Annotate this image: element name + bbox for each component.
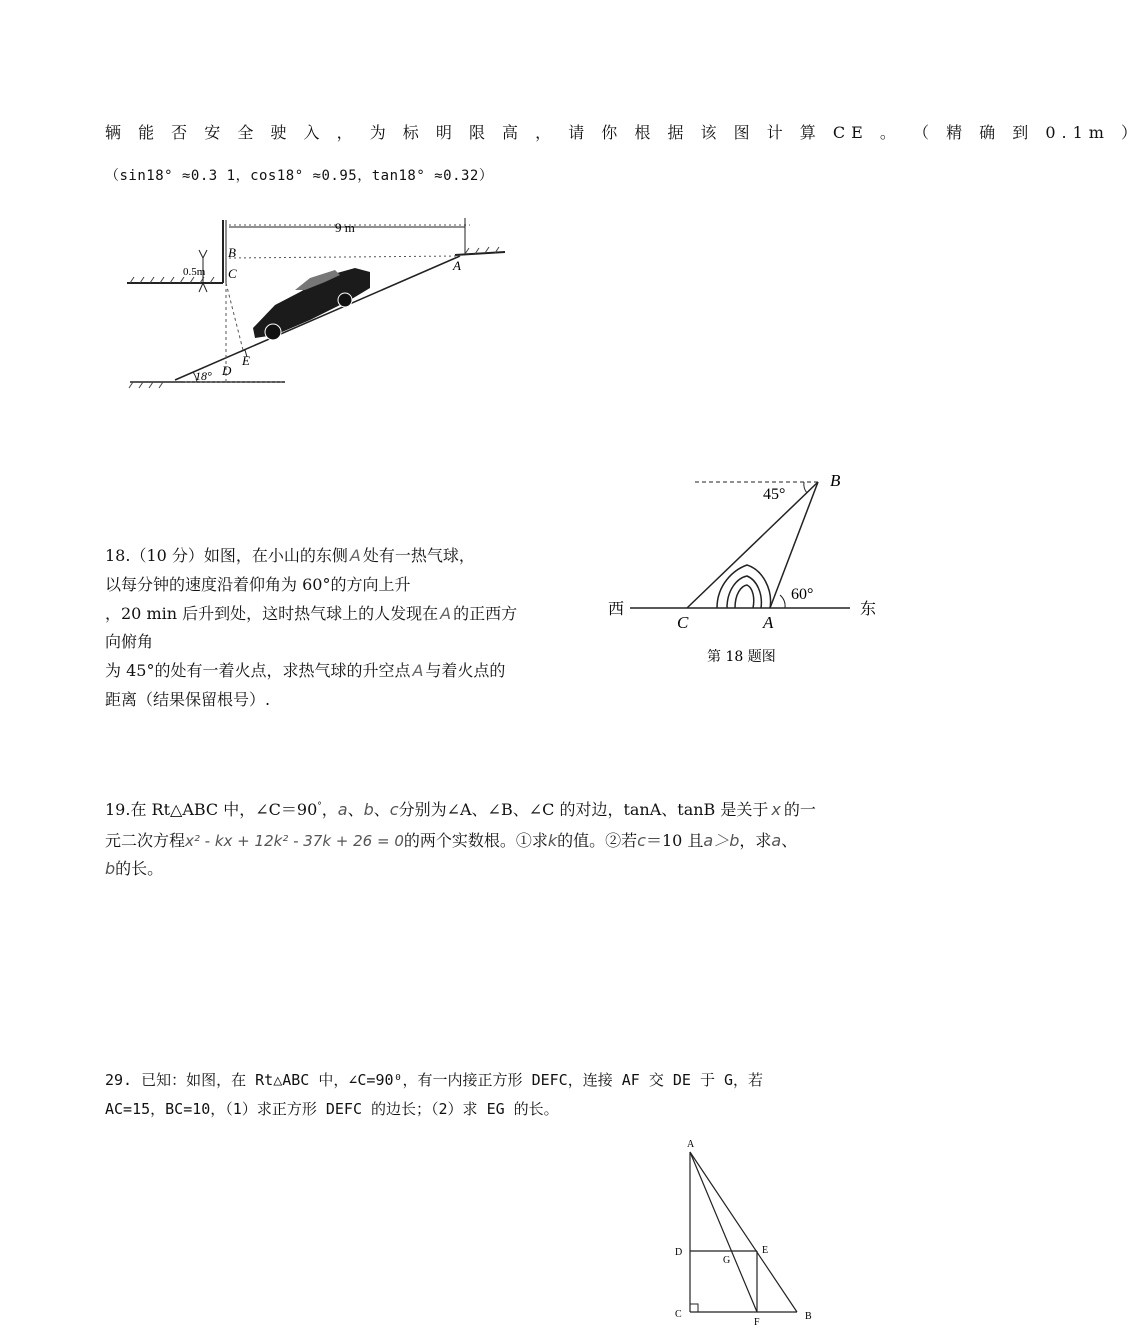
q19-line2f: 、 bbox=[781, 831, 798, 850]
q17-point-c: C bbox=[228, 266, 237, 281]
q17-point-b: B bbox=[228, 245, 236, 260]
q19-part1: 19.在 Rt△ABC 中，∠C＝90 bbox=[105, 800, 318, 819]
q18-east: 东 bbox=[860, 599, 877, 618]
q19-line2d: ＝10 且 bbox=[645, 831, 704, 850]
q17-point-a: A bbox=[453, 258, 461, 273]
q19-x: x bbox=[771, 800, 781, 819]
q29-point-a: A bbox=[687, 1139, 695, 1150]
q18-line3 bbox=[105, 601, 517, 624]
q18-caption: 第 18 题图 bbox=[707, 649, 776, 665]
q18-line5a: 为 45°的处有一着火点，求热气球的升空点 bbox=[105, 661, 411, 680]
q19-sep3: 、 bbox=[373, 800, 390, 819]
q29-figure bbox=[670, 1135, 820, 1335]
q19-equation: x² - kx + 12k² - 37k + 26 = 0 bbox=[185, 832, 404, 850]
q18-angle-45: 45° bbox=[763, 486, 786, 503]
q19-k: k bbox=[547, 831, 558, 850]
car-icon bbox=[253, 268, 370, 340]
q17-figure bbox=[125, 210, 525, 395]
q19-ineq: a＞b bbox=[703, 831, 740, 850]
q29-point-c: C bbox=[675, 1309, 682, 1320]
q17-angle-label: 18° bbox=[195, 369, 212, 383]
q18-line1 bbox=[105, 543, 475, 566]
q18-line6: 距离（结果保留根号）. bbox=[105, 690, 271, 709]
q19-line2e: ，求 bbox=[739, 831, 772, 850]
q19-sep2: 、 bbox=[347, 800, 364, 819]
q18-var-a-3: A bbox=[412, 661, 424, 680]
q19-line2 bbox=[105, 828, 797, 851]
q19-line2a: 元二次方程 bbox=[105, 831, 186, 850]
q17-point-e: E bbox=[242, 353, 250, 368]
q19-line3-text: 的长。 bbox=[115, 859, 164, 878]
q18-line2: 以每分钟的速度沿着仰角为 60°的方向上升 bbox=[105, 575, 411, 594]
q18-var-a: A bbox=[349, 546, 361, 565]
q19-a: a bbox=[337, 800, 348, 819]
q18-line3a: ，20 min 后升到处，这时热气球上的人发现在 bbox=[105, 604, 439, 623]
q18-line5 bbox=[105, 658, 505, 681]
q17-line2: （sin18° ≈0.3 1，cos18° ≈0.95，tan18° ≈0.32） bbox=[105, 168, 494, 184]
q17-point-d: D bbox=[222, 363, 232, 378]
q18-figure bbox=[605, 470, 895, 670]
q29-point-b: B bbox=[805, 1311, 812, 1322]
q29-point-e: E bbox=[762, 1245, 769, 1256]
q19-part3: 的一 bbox=[783, 800, 816, 819]
q18-line5b: 与着火点的 bbox=[425, 661, 506, 680]
q18-angle-60: 60° bbox=[791, 586, 814, 603]
q19-part2: 分别为∠A、∠B、∠C 的对边，tanA、tanB 是关于 bbox=[398, 800, 769, 819]
q19-line2c: 的值。②若 bbox=[557, 831, 638, 850]
q19-deg: ° bbox=[317, 801, 322, 812]
q17-dist-label: 9 m bbox=[335, 220, 355, 235]
q17-line1: 辆 能 否 安 全 驶 入 ， 为 标 明 限 高 ， 请 你 根 据 该 图 计 算 CE 。 （ 精 确 到 0.1m ） bbox=[105, 123, 1143, 142]
q18-var-a-2: A bbox=[440, 604, 452, 623]
q19-a2: a bbox=[771, 831, 782, 850]
q19-c2: c bbox=[637, 831, 646, 850]
q19-c: c bbox=[389, 800, 399, 819]
q19-b2: b bbox=[105, 859, 116, 878]
q19-line3 bbox=[105, 856, 163, 879]
q18-line4: 向俯角 bbox=[105, 632, 154, 651]
q18-point-b: B bbox=[830, 471, 841, 490]
q19-sep1: ， bbox=[321, 800, 338, 819]
q18-line1b: 处有一热气球， bbox=[362, 546, 475, 565]
q29-point-g: G bbox=[723, 1255, 731, 1266]
q18-line1-text: 18.（10 分）如图，在小山的东侧 bbox=[105, 546, 348, 565]
q19-line2b: 的两个实数根。①求 bbox=[403, 831, 548, 850]
q29-line1: 29. 已知：如图，在 Rt△ABC 中，∠C=90⁰，有一内接正方形 DEFC，连接 AF 交 DE 于 G，若 bbox=[105, 1071, 764, 1089]
q18-point-a: A bbox=[763, 613, 774, 632]
q18-west: 西 bbox=[608, 599, 625, 618]
q19-b: b bbox=[363, 800, 374, 819]
q29-point-d: D bbox=[675, 1247, 683, 1258]
q29-point-f: F bbox=[754, 1317, 760, 1328]
q29-line2: AC=15，BC=10，（1）求正方形 DEFC 的边长；（2）求 EG 的长。 bbox=[105, 1100, 559, 1118]
q17-height-label: 0.5m bbox=[183, 266, 206, 278]
q19-line1 bbox=[105, 797, 816, 820]
q18-line3b: 的正西方 bbox=[453, 604, 518, 623]
q18-point-c: C bbox=[677, 613, 689, 632]
